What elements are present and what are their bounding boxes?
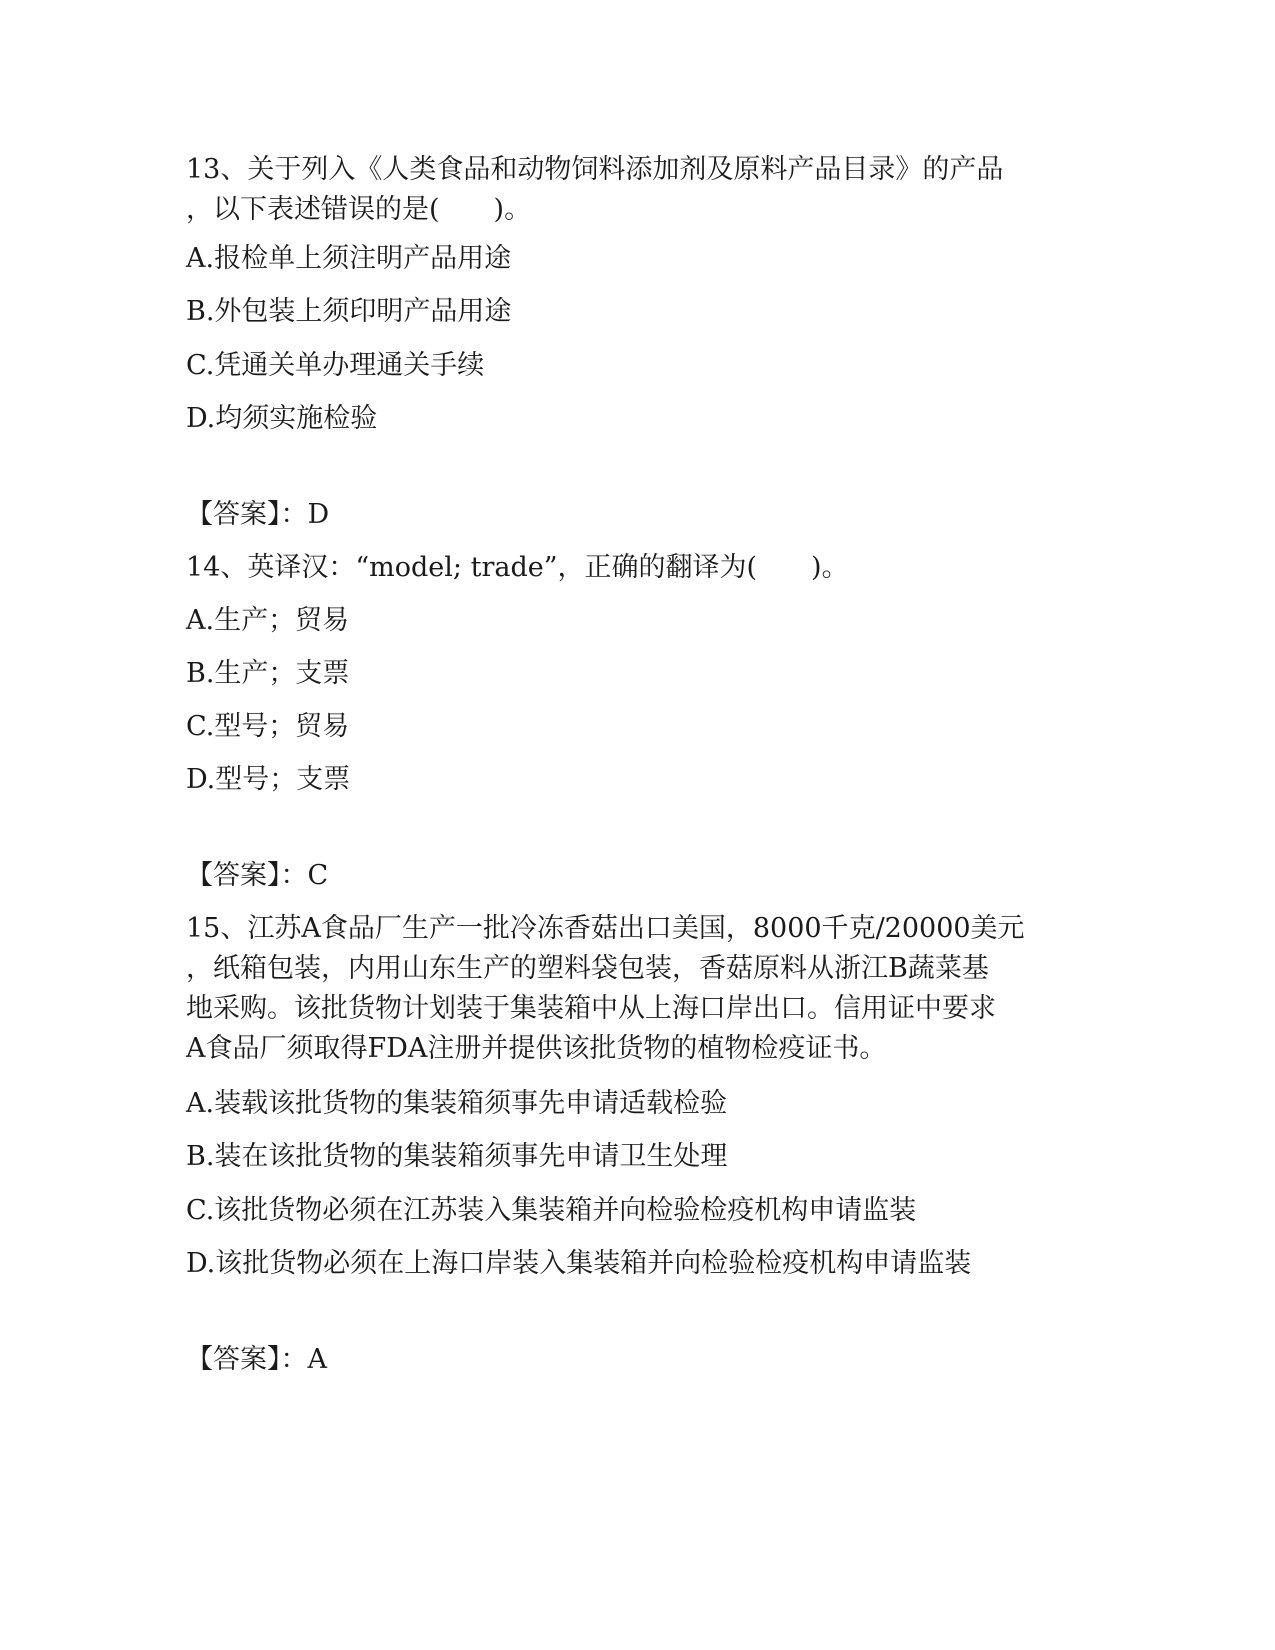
question-13-option-d: D.均须实施检验 (186, 403, 378, 434)
question-15-answer: 【答案】：A (186, 1344, 327, 1375)
question-stem-line: A食品厂须取得FDA注册并提供该批货物的植物检疫证书。 (186, 1033, 887, 1064)
question-13-option-b: B.外包装上须印明产品用途 (186, 296, 512, 327)
question-stem-line: 13、关于列入《人类食品和动物饲料添加剂及原料产品目录》的产品 (186, 154, 1004, 185)
question-13-answer: 【答案】：D (186, 499, 330, 530)
question-15-option-b: B.装在该批货物的集装箱须事先申请卫生处理 (186, 1141, 728, 1172)
question-13-option-a: A.报检单上须注明产品用途 (186, 243, 512, 274)
question-13-stem (186, 150, 1086, 230)
question-14-option-a: A.生产；贸易 (186, 605, 350, 636)
question-13-option-c: C.凭通关单办理通关手续 (186, 350, 485, 381)
question-15-option-c: C.该批货物必须在江苏装入集装箱并向检验检疫机构申请监装 (186, 1195, 917, 1226)
question-stem-line: ，纸箱包装，内用山东生产的塑料袋包装，香菇原料从浙江B蔬菜基 (186, 953, 989, 984)
question-stem-line: 15、江苏A食品厂生产一批冷冻香菇出口美国，8000千克/20000美元 (186, 913, 1025, 944)
question-14-option-c: C.型号；贸易 (186, 711, 350, 742)
question-14-option-b: B.生产；支票 (186, 658, 350, 689)
question-15-option-a: A.装载该批货物的集装箱须事先申请适载检验 (186, 1088, 728, 1119)
question-stem-line: ，以下表述错误的是( )。 (186, 194, 532, 225)
question-14-option-d: D.型号；支票 (186, 764, 351, 795)
question-15-option-d: D.该批货物必须在上海口岸装入集装箱并向检验检疫机构申请监装 (186, 1248, 972, 1279)
question-14-answer: 【答案】：C (186, 860, 329, 891)
question-14-stem: 14、英译汉：“model; trade”，正确的翻译为( )。 (186, 552, 849, 583)
question-stem-line: 地采购。该批货物计划装于集装箱中从上海口岸出口。信用证中要求 (186, 993, 996, 1024)
question-15-stem (186, 909, 1086, 1069)
